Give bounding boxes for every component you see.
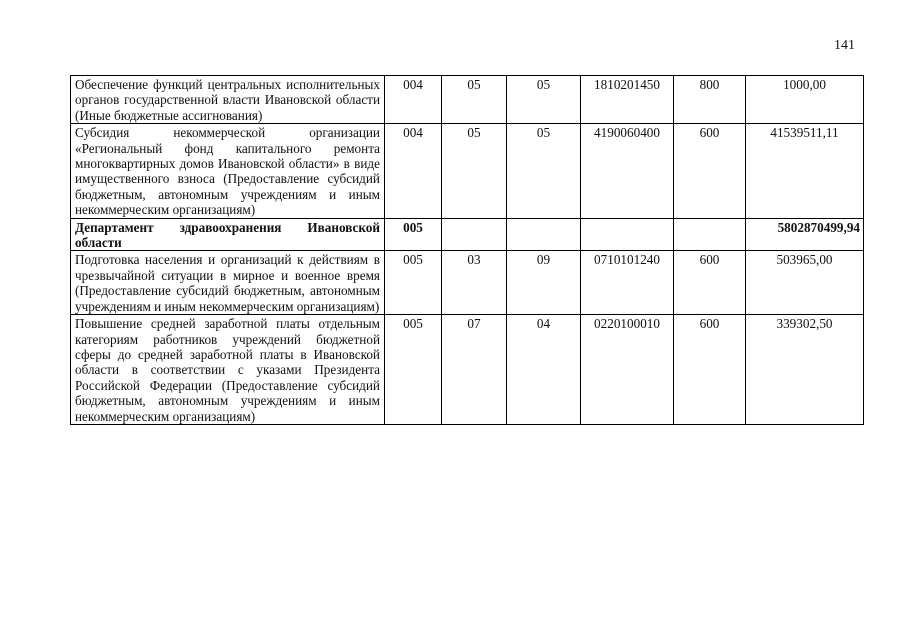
budget-table xyxy=(70,75,864,425)
table-row-department xyxy=(71,218,864,251)
section-code: 03 xyxy=(442,251,507,315)
expense-type-code: 800 xyxy=(674,76,746,124)
target-article-code: 4190060400 xyxy=(581,124,674,218)
row-description: Подготовка населения и организаций к действиям в чрезвычайной ситуации в мирное и военное время (Предоставление субсидий бюджетным, автономным учреждениям и иным некоммерческим организациям) xyxy=(71,251,385,315)
amount: 1000,00 xyxy=(746,76,864,124)
subsection-code: 09 xyxy=(507,251,581,315)
page-number: 141 xyxy=(834,38,855,53)
section-code: 07 xyxy=(442,315,507,425)
table-row xyxy=(71,76,864,124)
expense-type-code: 600 xyxy=(674,124,746,218)
target-article-code: 1810201450 xyxy=(581,76,674,124)
expense-type-code: 600 xyxy=(674,251,746,315)
section-code: 05 xyxy=(442,76,507,124)
amount: 41539511,11 xyxy=(746,124,864,218)
ministry-code: 005 xyxy=(385,251,442,315)
table-row xyxy=(71,124,864,218)
subsection-code xyxy=(507,218,581,251)
amount: 339302,50 xyxy=(746,315,864,425)
amount: 5802870499,94 xyxy=(746,218,864,251)
row-description: Повышение средней заработной платы отдельным категориям работников учреждений бюджетной сферы до средней заработной платы в Ивановской области в соответствии с указами Президента Российской Федерации (Предоставление субсидий бюджетным, автономным учреждениям и иным некоммерческим организациям) xyxy=(71,315,385,425)
row-description: Департамент здравоохранения Ивановской области xyxy=(71,218,385,251)
subsection-code: 05 xyxy=(507,76,581,124)
table-row xyxy=(71,251,864,315)
subsection-code: 05 xyxy=(507,124,581,218)
ministry-code: 005 xyxy=(385,315,442,425)
subsection-code: 04 xyxy=(507,315,581,425)
table-row xyxy=(71,315,864,425)
amount: 503965,00 xyxy=(746,251,864,315)
expense-type-code xyxy=(674,218,746,251)
target-article-code: 0710101240 xyxy=(581,251,674,315)
section-code: 05 xyxy=(442,124,507,218)
ministry-code: 004 xyxy=(385,76,442,124)
target-article-code xyxy=(581,218,674,251)
row-description: Обеспечение функций центральных исполнительных органов государственной власти Ивановской области (Иные бюджетные ассигнования) xyxy=(71,76,385,124)
row-description: Субсидия некоммерческой организации «Региональный фонд капитального ремонта многоквартирных домов Ивановской области» в виде имущественного взноса (Предоставление субсидий бюджетным, автономным учреждениям и иным некоммерческим организациям) xyxy=(71,124,385,218)
expense-type-code: 600 xyxy=(674,315,746,425)
ministry-code: 005 xyxy=(385,218,442,251)
ministry-code: 004 xyxy=(385,124,442,218)
section-code xyxy=(442,218,507,251)
target-article-code: 0220100010 xyxy=(581,315,674,425)
